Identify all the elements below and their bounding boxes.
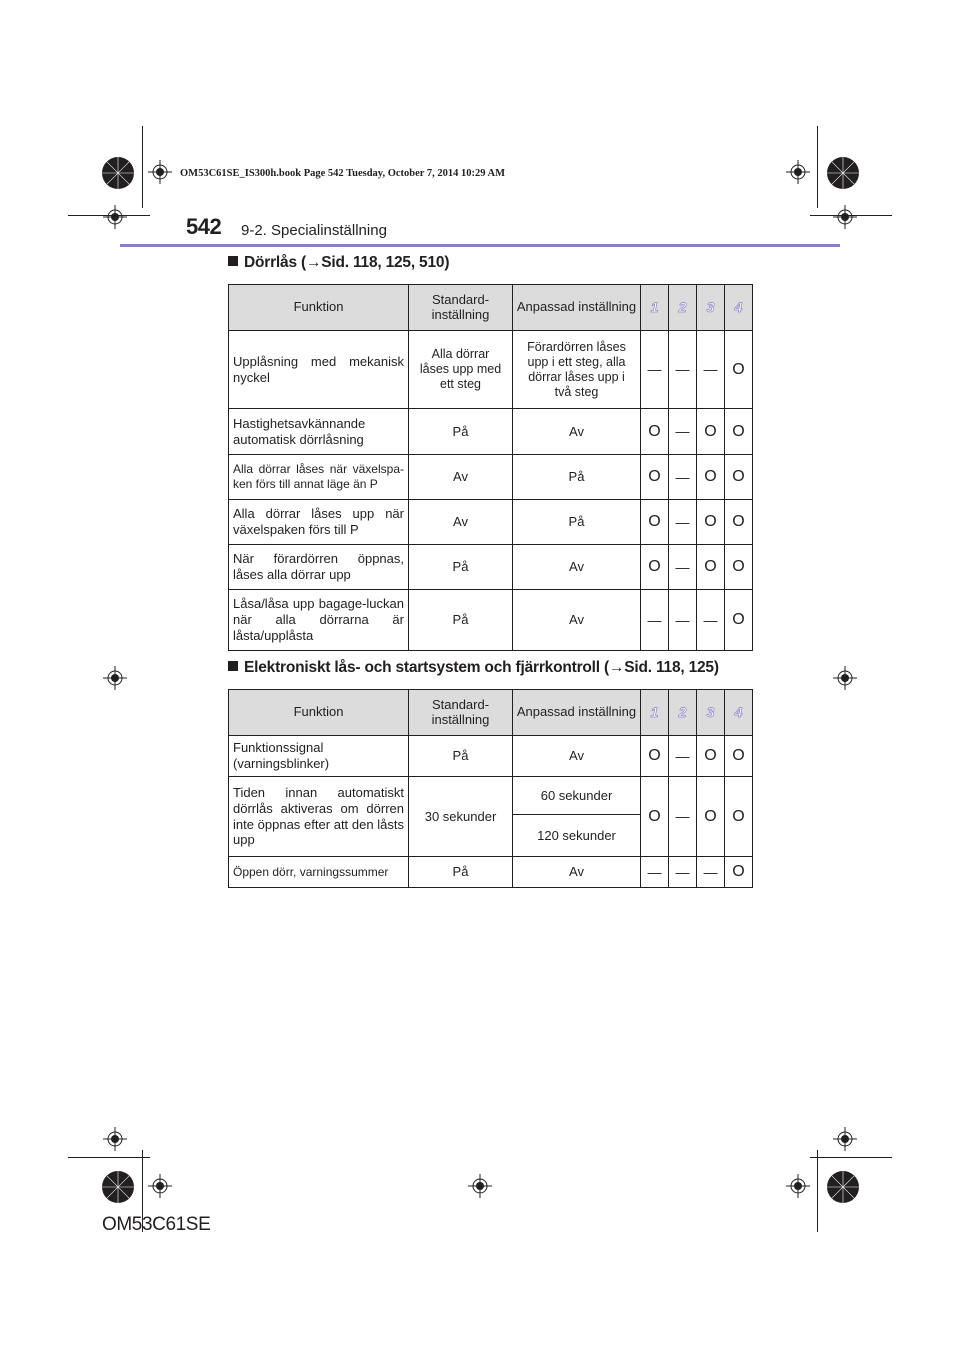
section-heading-text: Dörrlås (→Sid. 118, 125, 510) [244, 254, 450, 271]
header-standard: Standard- inställning [409, 285, 513, 331]
row-mark: — [669, 331, 697, 409]
row-mark: O [725, 857, 753, 888]
row-mark: — [669, 777, 697, 857]
col-number: 1 [650, 298, 659, 315]
row-anpassad: Av [513, 736, 641, 777]
table-row [229, 500, 753, 545]
col-number: 3 [706, 298, 715, 315]
row-mark: — [669, 455, 697, 500]
header-col-2 [669, 285, 697, 331]
section-heading-smart-key [228, 659, 719, 677]
row-anpassad: Av [513, 857, 641, 888]
col-number: 3 [706, 703, 715, 720]
door-lock-settings-table [228, 284, 753, 651]
row-standard: Av [409, 500, 513, 545]
col-number: 1 [650, 703, 659, 720]
table-row [229, 455, 753, 500]
row-anpassad: Av [513, 590, 641, 651]
header-standard: Standard- inställning [409, 690, 513, 736]
row-standard: På [409, 736, 513, 777]
col-number: 4 [734, 298, 743, 315]
row-funktion: Funktionssignal (varningsblinker) [229, 736, 409, 777]
registration-crosshair-icon [786, 1174, 810, 1198]
row-standard: Av [409, 455, 513, 500]
registration-crosshair-icon [786, 160, 810, 184]
book-info-line: OM53C61SE_IS300h.book Page 542 Tuesday, October 7, 2014 10:29 AM [180, 168, 506, 179]
row-standard: På [409, 857, 513, 888]
header-funktion: Funktion [229, 285, 409, 331]
row-mark: O [641, 777, 669, 857]
row-mark: — [669, 590, 697, 651]
starburst-target-icon [101, 156, 135, 190]
starburst-target-icon [101, 1170, 135, 1204]
row-funktion: Tiden innan automatiskt dörrlås aktiveras om dörren inte öppnas efter att den låsts upp [229, 777, 409, 857]
row-funktion: Upplåsning med mekanisk nyckel [229, 331, 409, 409]
row-mark: — [669, 857, 697, 888]
row-mark: — [641, 857, 669, 888]
registration-crosshair-icon [468, 1174, 492, 1198]
table-row [229, 857, 753, 888]
row-funktion: Låsa/låsa upp bagage-luckan när alla dörrarna är låsta/upplåsta [229, 590, 409, 651]
header-anpassad: Anpassad inställning [513, 285, 641, 331]
row-funktion: Alla dörrar låses upp när växelspaken förs till P [229, 500, 409, 545]
row-anpassad: Förardörren låses upp i ett steg, alla dörrar låses upp i två steg [513, 331, 641, 409]
row-mark: O [725, 736, 753, 777]
bullet-square-icon [228, 256, 238, 266]
registration-crosshair-icon [833, 666, 857, 690]
registration-crosshair-icon [833, 1127, 857, 1151]
row-mark: — [669, 500, 697, 545]
row-mark: O [641, 409, 669, 455]
row-funktion: Öppen dörr, varningssummer [229, 857, 409, 888]
row-mark: O [725, 545, 753, 590]
row-mark: O [725, 500, 753, 545]
header-col-3 [697, 690, 725, 736]
row-mark: — [669, 409, 697, 455]
row-standard: Alla dörrar låses upp med ett steg [409, 331, 513, 409]
row-mark: — [697, 857, 725, 888]
row-funktion: När förardörren öppnas, låses alla dörrar upp [229, 545, 409, 590]
row-mark: O [641, 736, 669, 777]
row-mark: — [641, 590, 669, 651]
row-standard: På [409, 545, 513, 590]
header-col-4 [725, 285, 753, 331]
row-mark: O [725, 455, 753, 500]
registration-crosshair-icon [833, 205, 857, 229]
row-mark: O [641, 545, 669, 590]
registration-crosshair-icon [148, 160, 172, 184]
table-row [229, 590, 753, 651]
row-anpassad: 120 sekunder [513, 815, 641, 857]
row-mark: — [641, 331, 669, 409]
row-standard: På [409, 590, 513, 651]
registration-crosshair-icon [103, 666, 127, 690]
registration-crosshair-icon [103, 205, 127, 229]
row-mark: O [725, 590, 753, 651]
section-heading-door-lock [228, 254, 449, 272]
row-anpassad: På [513, 500, 641, 545]
row-mark: O [641, 500, 669, 545]
row-mark: — [669, 736, 697, 777]
section-title: 9-2. Specialinställning [241, 222, 387, 239]
page-number: 542 [186, 214, 222, 239]
row-mark: — [697, 590, 725, 651]
row-mark: — [697, 331, 725, 409]
table-row [229, 409, 753, 455]
row-mark: O [725, 331, 753, 409]
col-number: 2 [678, 703, 687, 720]
row-mark: O [697, 500, 725, 545]
row-anpassad: Av [513, 545, 641, 590]
header-rule [120, 244, 840, 247]
header-col-4 [725, 690, 753, 736]
row-funktion: Hastighetsavkännande automatisk dörrlåsning [229, 409, 409, 455]
table-header-row [229, 690, 753, 736]
section-heading-text: Elektroniskt lås- och startsystem och fjärrkontroll (→Sid. 118, 125) [244, 659, 719, 676]
row-mark: — [669, 545, 697, 590]
row-mark: O [697, 455, 725, 500]
table-row [229, 777, 753, 815]
row-mark: O [697, 545, 725, 590]
row-funktion: Alla dörrar låses när växelspa-ken förs till annat läge än P [229, 455, 409, 500]
row-mark: O [697, 777, 725, 857]
row-anpassad: På [513, 455, 641, 500]
row-mark: O [725, 777, 753, 857]
row-mark: O [641, 455, 669, 500]
footer-code: OM53C61SE [102, 1214, 211, 1235]
table-row [229, 545, 753, 590]
table-row [229, 736, 753, 777]
registration-crosshair-icon [148, 1174, 172, 1198]
header-col-1 [641, 690, 669, 736]
starburst-target-icon [826, 156, 860, 190]
table-header-row [229, 285, 753, 331]
row-mark: O [697, 736, 725, 777]
bullet-square-icon [228, 661, 238, 671]
row-mark: O [725, 409, 753, 455]
smart-key-settings-table [228, 689, 753, 888]
row-anpassad: Av [513, 409, 641, 455]
row-standard: 30 sekunder [409, 777, 513, 857]
header-anpassad: Anpassad inställning [513, 690, 641, 736]
registration-crosshair-icon [103, 1127, 127, 1151]
row-standard: På [409, 409, 513, 455]
col-number: 2 [678, 298, 687, 315]
table-row [229, 331, 753, 409]
row-mark: O [697, 409, 725, 455]
starburst-target-icon [826, 1170, 860, 1204]
header-col-2 [669, 690, 697, 736]
col-number: 4 [734, 703, 743, 720]
header-funktion: Funktion [229, 690, 409, 736]
header-col-1 [641, 285, 669, 331]
header-col-3 [697, 285, 725, 331]
row-anpassad: 60 sekunder [513, 777, 641, 815]
